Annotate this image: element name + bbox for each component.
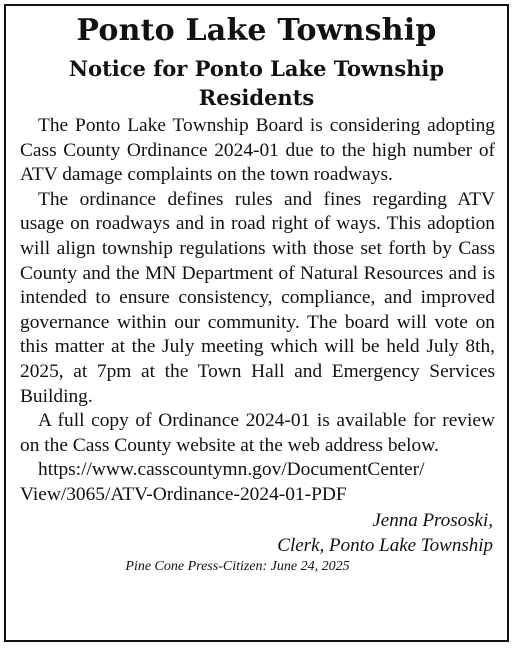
ordinance-url-line-1: https://www.casscountymn.gov/DocumentCenter/ — [38, 459, 425, 481]
signer-title: Clerk, Ponto Lake Township — [277, 534, 493, 556]
legal-notice — [4, 4, 509, 642]
paragraph-2: The ordinance defines rules and fines regarding ATV usage on roadways and in road right of ways. This adoption will align township regulations with those set forth by Cass County and the MN Department of Natural Resources and is intended to ensure consistency, compliance, and improved governance within our community. The board will vote on this matter at the July meeting which will be held July 8th, 2025, at 7pm at the Town Hall and Emergency Services Building. — [20, 188, 495, 407]
ordinance-url — [20, 458, 495, 507]
signature-block — [20, 508, 495, 558]
notice-subtitle — [6, 54, 507, 112]
notice-body — [6, 114, 507, 576]
ordinance-url-line-2: View/3065/ATV-Ordinance-2024-01-PDF — [20, 483, 347, 505]
paragraph-3: A full copy of Ordinance 2024-01 is available for review on the Cass County website at the web address below. — [20, 410, 495, 456]
notice-title: Ponto Lake Township — [76, 13, 437, 48]
publication-credit: Pine Cone Press-Citizen: June 24, 2025 — [125, 558, 350, 574]
subtitle-line-2: Residents — [198, 85, 315, 110]
subtitle-line-1: Notice for Ponto Lake Township — [68, 56, 445, 81]
paragraph-1: The Ponto Lake Township Board is considering adopting Cass County Ordinance 2024-01 due to the high number of ATV damage complaints on the town roadways. — [20, 115, 495, 186]
signer-name: Jenna Prososki, — [372, 509, 493, 531]
